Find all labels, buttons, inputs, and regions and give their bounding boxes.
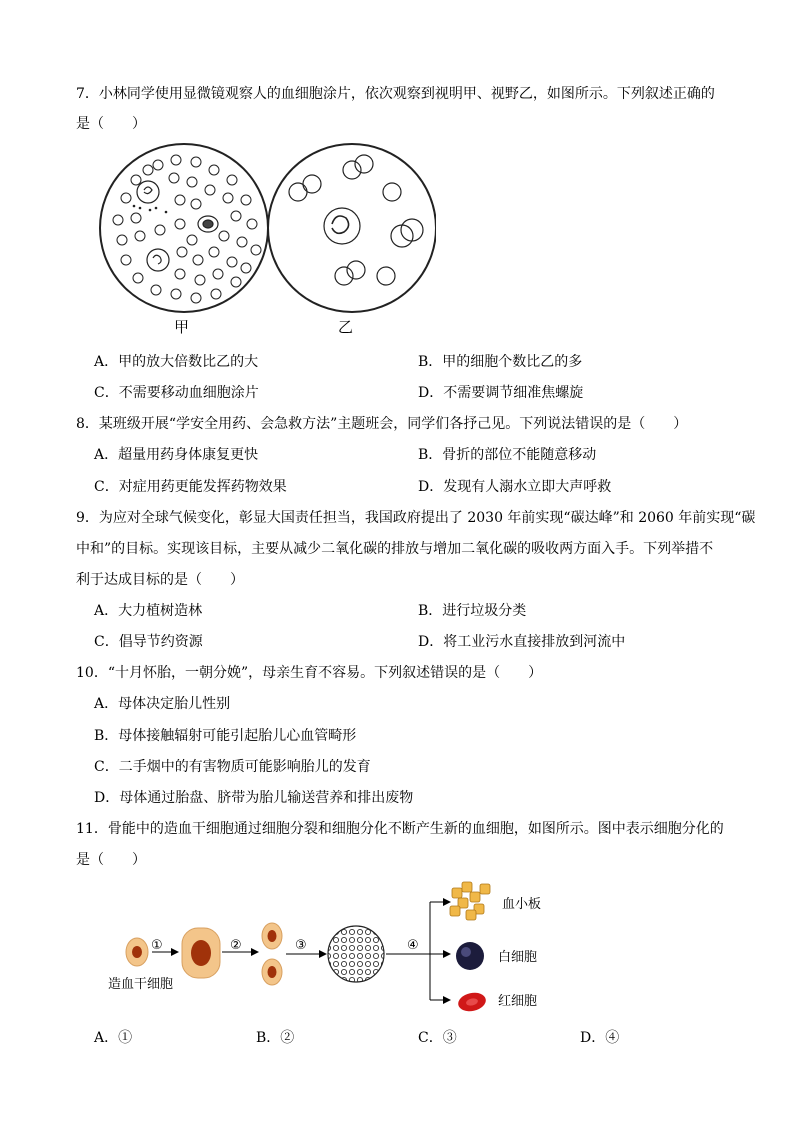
q7-stem-line1: 7．小林同学使用显微镜观察人的血细胞涂片，依次观察到视明甲、视野乙，如图所示。下列叙述正确的 — [76, 86, 715, 102]
q7-option-a[interactable]: A．甲的放大倍数比乙的大 — [94, 354, 259, 370]
q8-option-d[interactable]: D．发现有人溺水立即大声呼救 — [418, 479, 612, 495]
q11-option-b[interactable]: B．② — [256, 1030, 295, 1046]
q9-stem-line3: 利于达成目标的是（ ） — [76, 572, 244, 588]
stem-cell — [126, 938, 148, 966]
q7-stem-line2: 是（ ） — [76, 116, 146, 132]
q11-blood-cell-diagram — [100, 872, 560, 1022]
q8-option-a[interactable]: A．超量用药身体康复更快 — [94, 447, 259, 463]
step-3-label: ③ — [295, 938, 307, 953]
label-yi: 乙 — [338, 318, 354, 336]
q11-option-c[interactable]: C．③ — [418, 1030, 457, 1046]
field-yi — [268, 144, 436, 312]
q11-stem-line2: 是（ ） — [76, 852, 146, 868]
enlarged-cell — [182, 928, 220, 978]
platelet-label: 血小板 — [502, 897, 542, 912]
field-jia — [100, 144, 268, 312]
q9-stem-line2: 中和”的目标。实现该目标，主要从减少二氧化碳的排放与增加二氧化碳的吸收两方面入手。下列举措不 — [76, 541, 714, 557]
q7-option-b[interactable]: B．甲的细胞个数比乙的多 — [418, 354, 583, 370]
q7-option-d[interactable]: D．不需要调节细准焦螺旋 — [418, 385, 584, 401]
field-jia-cells — [113, 155, 261, 303]
label-jia: 甲 — [174, 318, 190, 336]
stem-cell-label: 造血干细胞 — [108, 977, 174, 992]
field-jia-platelets — [133, 205, 168, 214]
q9-option-d[interactable]: D．将工业污水直接排放到河流中 — [418, 634, 626, 650]
q9-option-b[interactable]: B．进行垃圾分类 — [418, 603, 527, 619]
step-2-label: ② — [230, 938, 242, 953]
q10-option-c[interactable]: C．二手烟中的有害物质可能影响胎儿的发育 — [94, 759, 371, 775]
q8-option-c[interactable]: C．对症用药更能发挥药物效果 — [94, 479, 287, 495]
platelet-cluster — [450, 882, 490, 920]
q10-stem: 10．“十月怀胎，一朝分娩”，母亲生育不容易。下列叙述错误的是（ ） — [76, 665, 543, 681]
q11-option-d[interactable]: D．④ — [580, 1030, 620, 1046]
q10-option-a[interactable]: A．母体决定胎儿性别 — [94, 696, 231, 712]
q11-option-a[interactable]: A．① — [94, 1030, 133, 1046]
rbc-label: 红细胞 — [498, 994, 538, 1009]
q10-option-d[interactable]: D．母体通过胎盘、脐带为胎儿输送营养和排出废物 — [94, 790, 414, 806]
q9-option-a[interactable]: A．大力植树造林 — [94, 603, 203, 619]
daughter-cells — [262, 923, 282, 985]
q9-option-c[interactable]: C．倡导节约资源 — [94, 634, 203, 650]
q8-stem: 8．某班级开展“学安全用药、会急救方法”主题班会，同学们各抒己见。下列说法错误的是（ ） — [76, 416, 688, 432]
white-blood-cell — [456, 942, 484, 970]
step-1-label: ① — [151, 938, 163, 953]
q11-stem-line1: 11．骨能中的造血干细胞通过细胞分裂和细胞分化不断产生新的血细胞，如图所示。图中表示细胞分化的 — [76, 821, 724, 837]
cell-cluster — [328, 926, 384, 982]
q7-microscope-figure — [96, 140, 436, 340]
red-blood-cell — [456, 990, 487, 1013]
q9-stem-line1: 9．为应对全球气候变化，彰显大国责任担当，我国政府提出了 2030 年前实现“碳达峰”和 2060 年前实现“碳 — [76, 510, 756, 526]
step-4-label: ④ — [407, 938, 419, 953]
q10-option-b[interactable]: B．母体接触辐射可能引起胎儿心血管畸形 — [94, 728, 357, 744]
wbc-label: 白细胞 — [498, 950, 538, 965]
field-jia-wbc — [137, 181, 218, 271]
q8-option-b[interactable]: B．骨折的部位不能随意移动 — [418, 447, 597, 463]
q7-option-c[interactable]: C．不需要移动血细胞涂片 — [94, 385, 259, 401]
